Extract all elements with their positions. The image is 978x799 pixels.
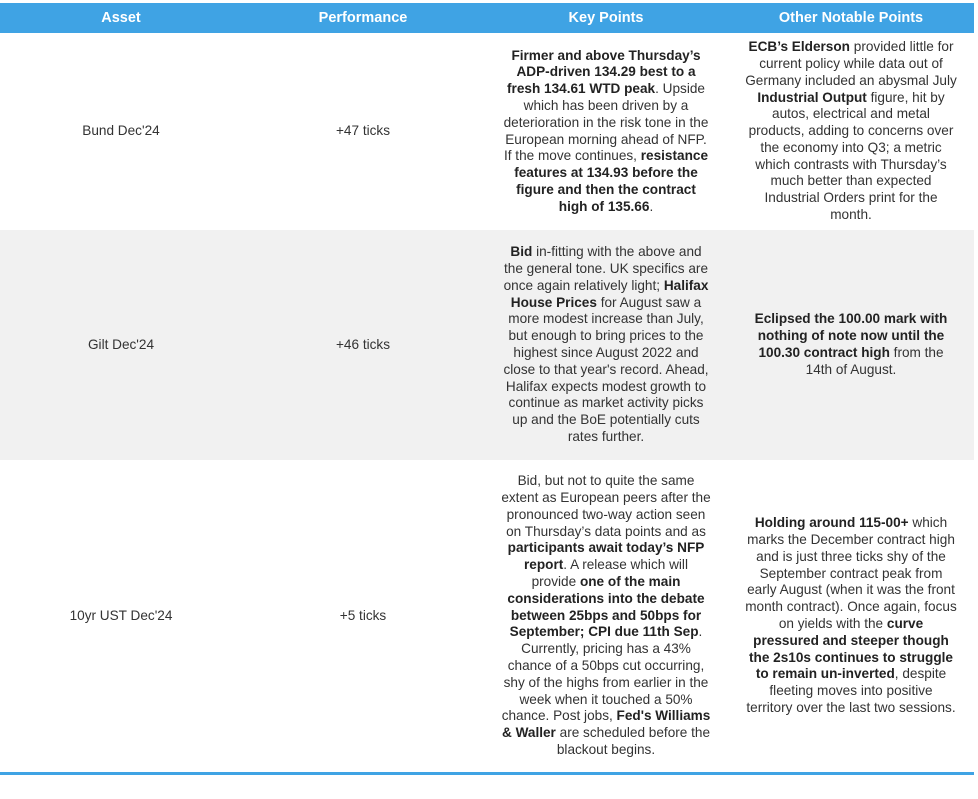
header-key-points: Key Points	[484, 3, 728, 33]
key-points-text: Bid, but not to quite the same extent as European peers after the pronounced two-way action seen on Thursday’s data points and as participants await today’s NFP report. A release which will provide one of the main considerations into the debate between 25bps and 50bps for September; CPI due 11th Sep. Currently, pricing has a 43% chance of a 50bps cut occurring, shy of the highs from earlier in the week when it touched a 50% chance. Post jobs, Fed's Williams & Waller are scheduled before the blackout begins.	[501, 473, 711, 757]
other-points-cell	[728, 230, 974, 460]
asset-cell: Bund Dec'24	[82, 123, 160, 139]
other-points-cell	[728, 460, 974, 774]
header-row	[0, 3, 974, 33]
header-asset: Asset	[0, 3, 242, 33]
other-points-text: Holding around 115-00+ which marks the December contract high and is just three ticks shy of the September contract peak from early August (when it was the front month contract). Once again, focus on yields with the curve pressured and steeper though the 2s10s continues to struggle to remain un-inverted, despite fleeting moves into positive territory over the last two sessions.	[745, 515, 957, 715]
performance-cell: +47 ticks	[335, 123, 391, 139]
key-points-text: Bid in-fitting with the above and the general tone. UK specifics are once again relatively light; Halifax House Prices for August saw a more modest increase than July, but enough to bring prices to the highest since August 2022 and close to that year's record. Ahead, Halifax expects modest growth to continue as market activity picks up and the BoE potentially cuts rates further.	[503, 244, 709, 444]
header-other-points: Other Notable Points	[728, 3, 974, 33]
table-row-ust	[0, 460, 974, 774]
header-performance: Performance	[242, 3, 484, 33]
performance-cell: +5 ticks	[339, 607, 387, 623]
key-points-cell	[484, 230, 728, 460]
performance-cell: +46 ticks	[242, 230, 484, 460]
market-summary-table	[0, 3, 974, 775]
asset-cell: 10yr UST Dec'24	[69, 607, 173, 623]
other-points-text: ECB’s Elderson provided little for current policy while data out of Germany included an abysmal July Industrial Output figure, hit by autos, electrical and metal products, adding to concerns over the economy into Q3; a metric which contrasts with Thursday’s much better than expected Industrial Orders print for the month.	[745, 39, 957, 223]
key-points-cell	[484, 33, 728, 230]
asset-cell: Gilt Dec'24	[0, 230, 242, 460]
other-points-text: Eclipsed the 100.00 mark with nothing of note now until the 100.30 contract high from the 14th of August.	[754, 311, 948, 377]
key-points-cell	[484, 460, 728, 774]
table-row-bund	[0, 33, 974, 230]
table-row-gilt	[0, 230, 974, 460]
other-points-cell	[728, 33, 974, 230]
key-points-text: Firmer and above Thursday’s ADP-driven 134.29 best to a fresh 134.61 WTD peak. Upside which has been driven by a deterioration in the risk tone in the European morning ahead of NFP. If the move continues, resistance features at 134.93 before the figure and then the contract high of 135.66.	[503, 47, 709, 214]
